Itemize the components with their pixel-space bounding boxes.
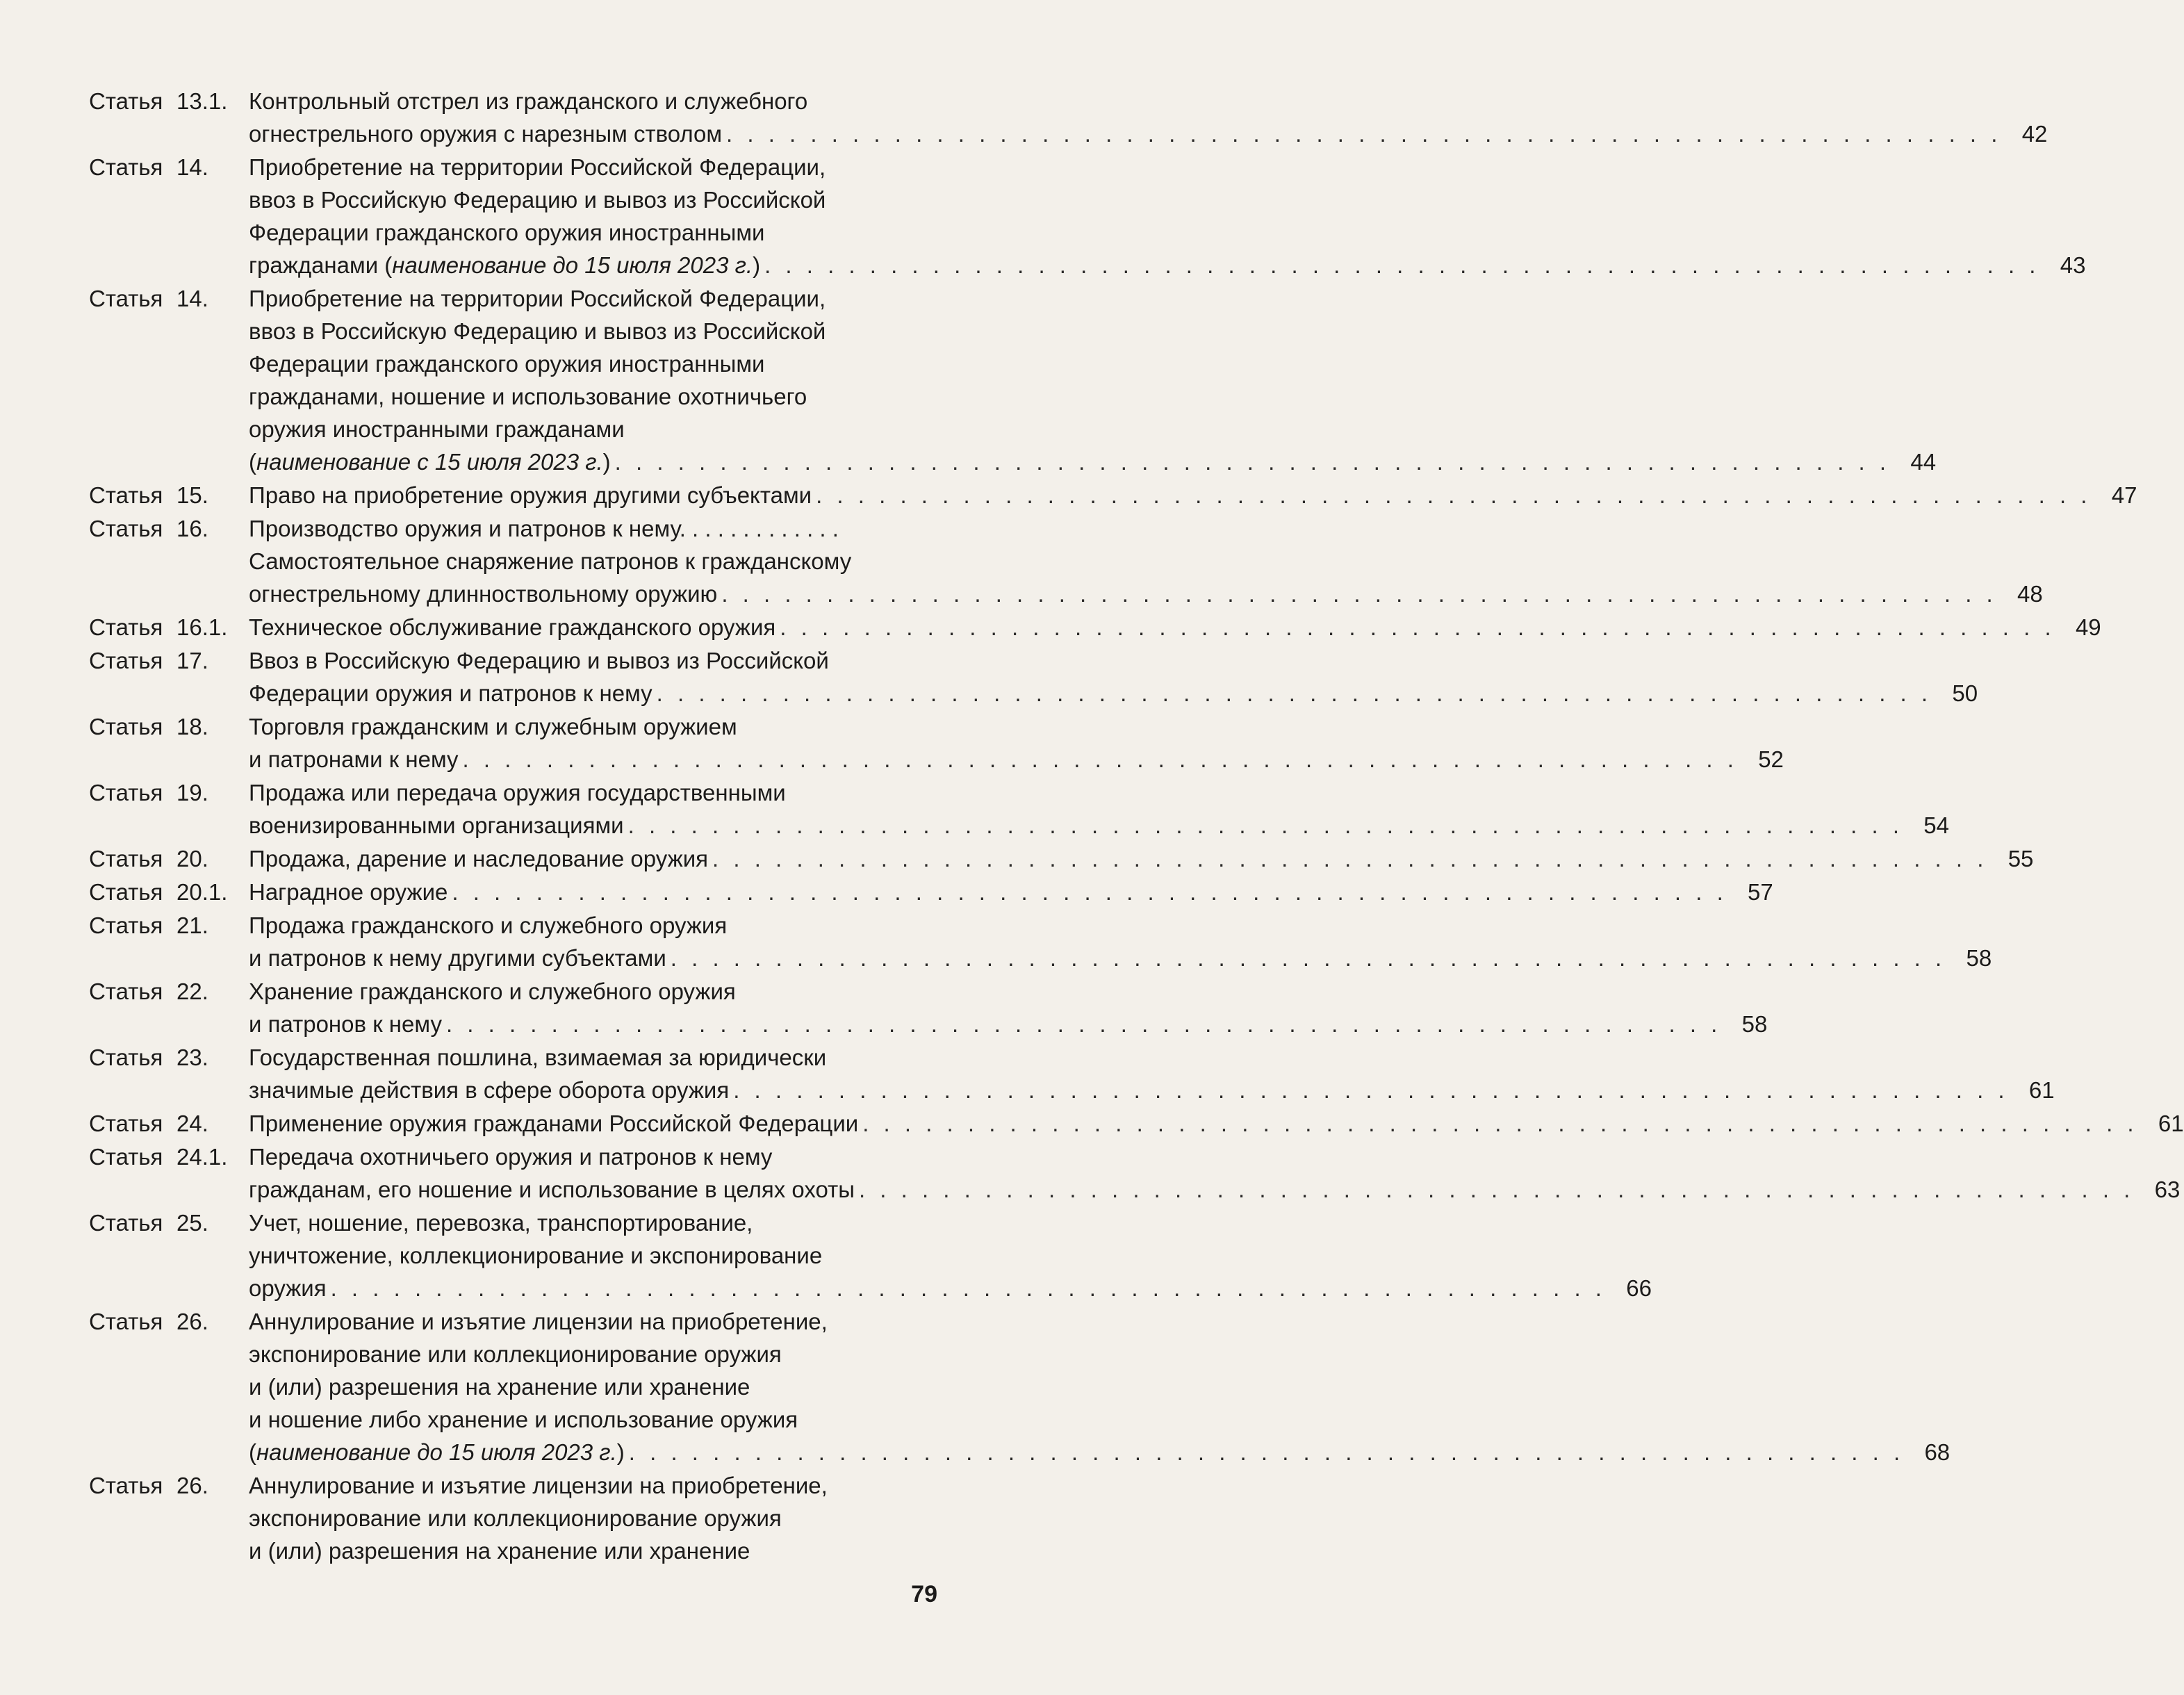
article-word: Статья xyxy=(89,88,163,114)
title-line: экспонирование или коллекционирование оружия xyxy=(249,1341,782,1367)
leader-dots: . . . . . . . . . . . . . . . . . . . . . . . . . . . . . . . . . . . . . . . . . . . . . . . . . . . . . . . . . . . . . xyxy=(712,846,1988,871)
title-line: Аннулирование и изъятие лицензии на приобретение, xyxy=(249,1309,828,1334)
article-number: 15. xyxy=(176,482,208,508)
title-line: Продажа гражданского и служебного оружия xyxy=(249,912,728,938)
article-title xyxy=(249,611,2101,644)
page-ref: 50 xyxy=(1952,680,1978,706)
leader-dots: . . . . . . . . . . . . . . . . . . . . . . . . . . . . . . . . . . . . . . . . . . . . . . . . . . . . . . . . . . . . . xyxy=(462,746,1738,772)
page-ref: 47 xyxy=(2111,482,2137,508)
article-title xyxy=(249,85,2048,150)
toc-entry xyxy=(89,1140,2181,1206)
toc-entry xyxy=(89,611,2101,644)
leader-dots: . . . . . . . . . . . . . . . . . . . . . . . . . . . . . . . . . . . . . . . . . . . . . . . . . . . . . . . . . . . . . xyxy=(780,614,2055,640)
leader-dots: . . . . . . . . . . . . . . . . . . . . . . . . . . . . . . . . . . . . . . . . . . . . . . . . . . . . . . . . . . . . . xyxy=(614,449,1891,475)
toc-entry xyxy=(89,479,2137,511)
title-text-post: ) xyxy=(602,449,611,475)
title-text: гражданам, его ношение и использование в целях охоты xyxy=(249,1177,855,1202)
article-title xyxy=(249,909,1992,974)
article-word: Статья xyxy=(89,714,163,739)
title-line xyxy=(249,842,2034,875)
title-text: огнестрельного оружия с нарезным стволом xyxy=(249,121,723,147)
leader-dots: . . . . . . . . . . . . . . . . . . . . . . . . . . . . . . . . . . . . . . . . . . . . . . . . . . . . . . . . . . . . . xyxy=(628,1439,1905,1465)
page-ref: 43 xyxy=(2060,252,2086,278)
title-line: Приобретение на территории Российской Федерации, xyxy=(249,286,826,311)
page-ref: 58 xyxy=(1741,1011,1768,1037)
title-line: Торговля гражданским и служебным оружием xyxy=(249,714,737,739)
page-ref: 63 xyxy=(2154,1177,2181,1202)
title-line: Приобретение на территории Российской Федерации, xyxy=(249,154,826,180)
article-number: 24.1. xyxy=(176,1144,228,1170)
toc-entry xyxy=(89,1305,1951,1468)
article-title xyxy=(249,1305,1951,1468)
title-text: огнестрельному длинноствольному оружию xyxy=(249,581,718,607)
page-ref: 55 xyxy=(2008,846,2034,871)
page-ref: 52 xyxy=(1758,746,1784,772)
article-number: 16. xyxy=(176,516,208,541)
title-text: Наградное оружие xyxy=(249,879,448,905)
title-text xyxy=(249,445,611,478)
article-title xyxy=(249,1107,2184,1140)
article-title xyxy=(249,975,1768,1040)
toc-entry xyxy=(89,842,2034,875)
article-number: 22. xyxy=(176,978,208,1004)
toc-entry xyxy=(89,1206,1652,1304)
title-line xyxy=(249,1272,1652,1304)
title-line: и ношение либо хранение и использование оружия xyxy=(249,1407,798,1432)
article-word: Статья xyxy=(89,614,163,640)
title-text-post: ) xyxy=(753,252,761,278)
title-text: и патронов к нему другими субъектами xyxy=(249,945,666,971)
article-title xyxy=(249,1469,937,1567)
title-text: Право на приобретение оружия другими субъектами xyxy=(249,482,812,508)
page-ref: 44 xyxy=(1910,449,1937,475)
article-word: Статья xyxy=(89,1473,163,1498)
title-line: Производство оружия и патронов к нему. . . . . . . . . . . . . xyxy=(249,516,839,541)
leader-dots: . . . . . . . . . . . . . . . . . . . . . . . . . . . . . . . . . . . . . . . . . . . . . . . . . . . . . . . . . . . . . xyxy=(330,1275,1606,1301)
title-line: уничтожение, коллекционирование и экспонирование xyxy=(249,1243,823,1268)
page-ref: 66 xyxy=(1626,1275,1652,1301)
title-text xyxy=(249,1436,625,1468)
article-title xyxy=(249,479,2137,511)
article-number: 18. xyxy=(176,714,208,739)
leader-dots: . . . . . . . . . . . . . . . . . . . . . . . . . . . . . . . . . . . . . . . . . . . . . . . . . . . . . . . . . . . . . xyxy=(670,945,1946,971)
toc-entry xyxy=(89,512,2043,610)
title-line xyxy=(249,1008,1768,1040)
article-word: Статья xyxy=(89,648,163,673)
article-title xyxy=(249,776,1949,842)
article-number: 14. xyxy=(176,286,208,311)
page-ref: 68 xyxy=(1924,1439,1951,1465)
article-word: Статья xyxy=(89,516,163,541)
title-line: Передача охотничьего оружия и патронов к нему xyxy=(249,1144,773,1170)
toc-entry xyxy=(89,710,1784,776)
title-line xyxy=(249,1107,2184,1140)
toc-entry xyxy=(89,876,1773,908)
leader-dots: . . . . . . . . . . . . . . . . . . . . . . . . . . . . . . . . . . . . . . . . . . . . . . . . . . . . . . . . . . . . . xyxy=(816,482,2092,508)
leader-dots: . . . . . . . . . . . . . . . . . . . . . . . . . . . . . . . . . . . . . . . . . . . . . . . . . . . . . . . . . . . . . xyxy=(656,680,1932,706)
title-line xyxy=(249,1436,1951,1468)
article-title xyxy=(249,842,2034,875)
page-ref: 42 xyxy=(2021,121,2048,147)
article-word: Статья xyxy=(89,912,163,938)
title-line: экспонирование или коллекционирование оружия xyxy=(249,1505,782,1531)
article-word: Статья xyxy=(89,978,163,1004)
title-line xyxy=(249,445,1937,478)
toc-entry xyxy=(89,975,1768,1040)
title-text: значимые действия в сфере оборота оружия xyxy=(249,1077,730,1103)
title-note-italic: наименование до 15 июля 2023 г. xyxy=(256,1439,617,1465)
title-line: и (или) разрешения на хранение или хранение xyxy=(249,1374,750,1400)
article-word: Статья xyxy=(89,846,163,871)
article-number: 20.1. xyxy=(176,879,228,905)
title-line xyxy=(249,479,2137,511)
article-title xyxy=(249,1041,2055,1106)
title-line: Контрольный отстрел из гражданского и служебного xyxy=(249,88,808,114)
title-line: ввоз в Российскую Федерацию и вывоз из Российской xyxy=(249,187,826,213)
article-title xyxy=(249,644,1978,710)
leader-dots: . . . . . . . . . . . . . . . . . . . . . . . . . . . . . . . . . . . . . . . . . . . . . . . . . . . . . . . . . . . . . xyxy=(858,1177,2135,1202)
title-note-italic: наименование с 15 июля 2023 г. xyxy=(256,449,603,475)
article-word: Статья xyxy=(89,482,163,508)
title-line: Самостоятельное снаряжение патронов к гражданскому xyxy=(249,548,852,574)
table-of-contents xyxy=(89,85,2184,1568)
article-number: 13.1. xyxy=(176,88,228,114)
title-line: ввоз в Российскую Федерацию и вывоз из Российской xyxy=(249,318,826,344)
article-word: Статья xyxy=(89,1111,163,1136)
article-number: 16.1. xyxy=(176,614,228,640)
article-number: 17. xyxy=(176,648,208,673)
title-text: Техническое обслуживание гражданского оружия xyxy=(249,614,776,640)
article-number: 26. xyxy=(176,1309,208,1334)
title-text: и патронами к нему xyxy=(249,746,459,772)
leader-dots: . . . . . . . . . . . . . . . . . . . . . . . . . . . . . . . . . . . . . . . . . . . . . . . . . . . . . . . . . . . . . xyxy=(452,879,1727,905)
title-line xyxy=(249,677,1978,710)
title-line xyxy=(249,1173,2181,1206)
article-word: Статья xyxy=(89,1144,163,1170)
article-title xyxy=(249,710,1784,776)
toc-entry xyxy=(89,1041,2055,1106)
title-line: Аннулирование и изъятие лицензии на приобретение, xyxy=(249,1473,828,1498)
article-word: Статья xyxy=(89,286,163,311)
article-title xyxy=(249,1140,2181,1206)
title-text: и патронов к нему xyxy=(249,1011,442,1037)
toc-entry xyxy=(89,151,2086,281)
title-line xyxy=(249,578,2043,610)
title-text: Применение оружия гражданами Российской Федерации xyxy=(249,1111,859,1136)
article-number: 19. xyxy=(176,780,208,805)
title-text: военизированными организациями xyxy=(249,812,624,838)
title-line xyxy=(249,611,2101,644)
page-ref: 61 xyxy=(2028,1077,2055,1103)
article-word: Статья xyxy=(89,1045,163,1070)
page-ref: 54 xyxy=(1923,812,1949,838)
toc-entry xyxy=(89,282,1937,478)
title-line: Государственная пошлина, взимаемая за юридически xyxy=(249,1045,827,1070)
title-text-pre: ( xyxy=(249,1439,256,1465)
title-text-pre: гражданами ( xyxy=(249,252,393,278)
title-line: Ввоз в Российскую Федерацию и вывоз из Российской xyxy=(249,648,829,673)
page-ref: 49 xyxy=(2075,614,2101,640)
leader-dots: . . . . . . . . . . . . . . . . . . . . . . . . . . . . . . . . . . . . . . . . . . . . . . . . . . . . . . . . . . . . . xyxy=(627,812,1903,838)
title-line: Продажа или передача оружия государственными xyxy=(249,780,786,805)
toc-entry xyxy=(89,776,1949,842)
title-line: и (или) разрешения на хранение или хранение xyxy=(249,1538,750,1564)
page-ref: 57 xyxy=(1748,879,1773,905)
leader-dots: . . . . . . . . . . . . . . . . . . . . . . . . . . . . . . . . . . . . . . . . . . . . . . . . . . . . . . . . . . . . . xyxy=(733,1077,2009,1103)
article-word: Статья xyxy=(89,154,163,180)
leader-dots: . . . . . . . . . . . . . . . . . . . . . . . . . . . . . . . . . . . . . . . . . . . . . . . . . . . . . . . . . . . . . xyxy=(445,1011,1722,1037)
title-line xyxy=(249,117,2048,150)
title-text: оружия xyxy=(249,1275,327,1301)
toc-entry xyxy=(89,85,2048,150)
article-title xyxy=(249,512,2043,610)
article-number: 20. xyxy=(176,846,208,871)
title-text: Продажа, дарение и наследование оружия xyxy=(249,846,709,871)
title-line: оружия иностранными гражданами xyxy=(249,416,625,442)
article-number: 21. xyxy=(176,912,208,938)
leader-dots: . . . . . . . . . . . . . . . . . . . . . . . . . . . . . . . . . . . . . . . . . . . . . . . . . . . . . . . . . . . . . xyxy=(726,121,2002,147)
title-text-post: ) xyxy=(616,1439,625,1465)
title-line: Федерации гражданского оружия иностранными xyxy=(249,220,765,245)
article-title xyxy=(249,1206,1652,1304)
article-number: 14. xyxy=(176,154,208,180)
title-text-pre: ( xyxy=(249,449,256,475)
article-title xyxy=(249,151,2086,281)
article-number: 24. xyxy=(176,1111,208,1136)
article-title xyxy=(249,876,1773,908)
page-number: 79 xyxy=(911,1581,937,1607)
title-text xyxy=(249,249,760,281)
leader-dots: . . . . . . . . . . . . . . . . . . . . . . . . . . . . . . . . . . . . . . . . . . . . . . . . . . . . . . . . . . . . . xyxy=(721,581,1997,607)
article-word: Статья xyxy=(89,1309,163,1334)
title-line xyxy=(249,942,1992,974)
toc-entry xyxy=(89,1107,2184,1140)
title-line xyxy=(249,809,1949,842)
title-line: Учет, ношение, перевозка, транспортирование, xyxy=(249,1210,753,1236)
leader-dots: . . . . . . . . . . . . . . . . . . . . . . . . . . . . . . . . . . . . . . . . . . . . . . . . . . . . . . . . . . . . . xyxy=(862,1111,2138,1136)
page-ref: 61 xyxy=(2158,1111,2184,1136)
title-line xyxy=(249,876,1773,908)
page-ref: 48 xyxy=(2017,581,2043,607)
article-number: 26. xyxy=(176,1473,208,1498)
title-line xyxy=(249,1074,2055,1106)
toc-entry xyxy=(89,644,1978,710)
toc-entry xyxy=(89,909,1992,974)
article-number: 25. xyxy=(176,1210,208,1236)
article-word: Статья xyxy=(89,1210,163,1236)
title-note-italic: наименование до 15 июля 2023 г. xyxy=(392,252,753,278)
leader-dots: . . . . . . . . . . . . . . . . . . . . . . . . . . . . . . . . . . . . . . . . . . . . . . . . . . . . . . . . . . . . . xyxy=(764,252,2040,278)
title-line xyxy=(249,249,2086,281)
article-word: Статья xyxy=(89,780,163,805)
article-number: 23. xyxy=(176,1045,208,1070)
title-line: гражданами, ношение и использование охотничьего xyxy=(249,384,807,409)
title-text: Федерации оружия и патронов к нему xyxy=(249,680,652,706)
title-line xyxy=(249,743,1784,776)
article-word: Статья xyxy=(89,879,163,905)
toc-entry xyxy=(89,1469,937,1567)
article-title xyxy=(249,282,1937,478)
title-line: Федерации гражданского оружия иностранными xyxy=(249,351,765,377)
page-ref: 58 xyxy=(1966,945,1992,971)
title-line: Хранение гражданского и служебного оружия xyxy=(249,978,736,1004)
